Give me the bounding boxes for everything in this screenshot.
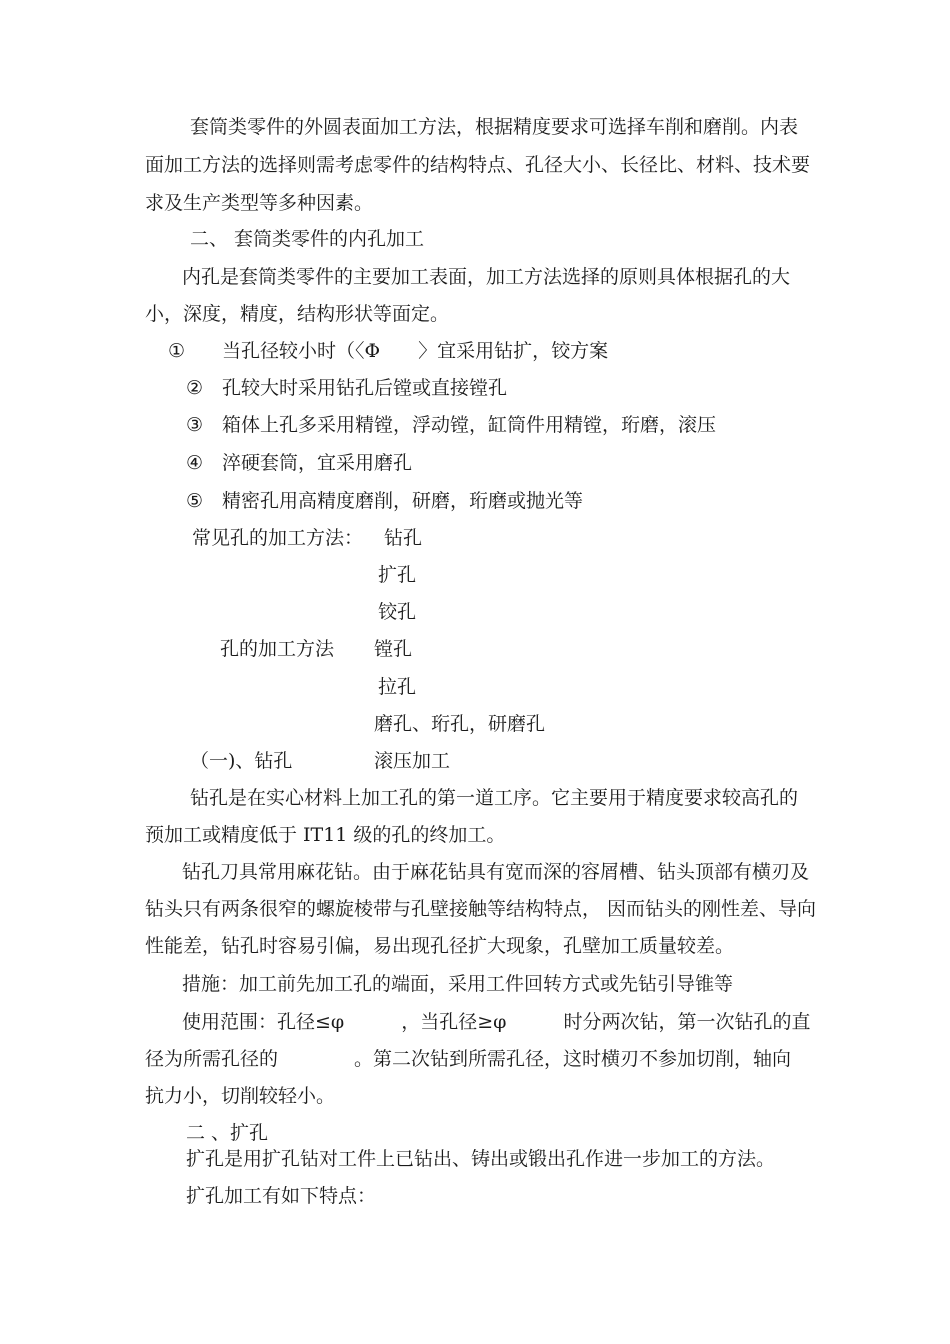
- list-number-2: ②: [186, 377, 204, 399]
- section2-heading: 二、 套筒类零件的内孔加工: [190, 228, 425, 250]
- para2-line2: 小，深度，精度，结构形状等面定。: [145, 303, 450, 325]
- method-item-boring: 镗孔: [374, 638, 413, 660]
- method-item-rolling: 滚压加工: [374, 750, 451, 772]
- list-number-1: ①: [168, 340, 186, 362]
- para1-line1: 套筒类零件的外圆表面加工方法，根据精度要求可选择车削和磨削。内表: [190, 116, 799, 138]
- drilling-p2-line2: 钻头只有两条很窄的螺旋棱带与孔壁接触等结构特点， 因而钻头的刚性差、导向: [145, 898, 817, 920]
- drilling-p1-line2: 预加工或精度低于 IT11 级的孔的终加工。: [145, 824, 506, 846]
- drilling-usage-line3: 抗力小，切削较轻小。: [145, 1085, 336, 1107]
- list-item-1: 当孔径较小时（〈Φ 〉宜采用钻扩，铰方案: [222, 340, 609, 362]
- list-item-4: 淬硬套筒，宜采用磨孔: [222, 452, 413, 474]
- method-item-reaming: 铰孔: [378, 601, 417, 623]
- list-number-4: ④: [186, 452, 204, 474]
- drilling-p1-line1: 钻孔是在实心材料上加工孔的第一道工序。它主要用于精度要求较高孔的: [190, 787, 799, 809]
- list-number-5: ⑤: [186, 490, 204, 512]
- method-item-broaching: 拉孔: [378, 676, 417, 698]
- drilling-measures: 措施：加工前先加工孔的端面，采用工件回转方式或先钻引导锥等: [182, 973, 734, 995]
- para1-line3: 求及生产类型等多种因素。: [145, 192, 374, 214]
- list-number-3: ③: [186, 414, 204, 436]
- list-item-2: 孔较大时采用钻孔后镗或直接镗孔: [222, 377, 508, 399]
- para2-line1: 内孔是套筒类零件的主要加工表面，加工方法选择的原则具体根据孔的大: [182, 266, 791, 288]
- drilling-p2-line1: 钻孔刀具常用麻花钻。由于麻花钻具有宽而深的容屑槽、钻头顶部有横刃及: [182, 861, 810, 883]
- method-item-enlarging: 扩孔: [378, 564, 417, 586]
- reaming-p2: 扩孔加工有如下特点：: [186, 1185, 377, 1207]
- drilling-usage-line2: 径为所需孔径的 。第二次钻到所需孔径，这时横刃不参加切削，轴向: [145, 1048, 792, 1070]
- list-item-3: 箱体上孔多采用精镗，浮动镗，缸筒件用精镗，珩磨，滚压: [222, 414, 717, 436]
- methods-group-label: 孔的加工方法: [220, 638, 335, 660]
- para1-line2: 面加工方法的选择则需考虑零件的结构特点、孔径大小、长径比、材料、技术要: [145, 154, 811, 176]
- method-item-drilling: 钻孔: [384, 527, 423, 549]
- drilling-p2-line3: 性能差，钻孔时容易引偏，易出现孔径扩大现象，孔壁加工质量较差。: [145, 935, 735, 957]
- reaming-heading: 二 、扩孔: [186, 1122, 269, 1144]
- drilling-usage-line1: 使用范围：孔径≤φ ，当孔径≥φ 时分两次钻，第一次钻孔的直: [182, 1011, 811, 1033]
- list-item-5: 精密孔用高精度磨削，研磨，珩磨或抛光等: [222, 490, 584, 512]
- methods-intro: 常见孔的加工方法：: [192, 527, 364, 549]
- method-item-grinding: 磨孔、珩孔，研磨孔: [374, 713, 546, 735]
- reaming-p1: 扩孔是用扩孔钻对工件上已钻出、铸出或锻出孔作进一步加工的方法。: [186, 1148, 776, 1170]
- subsection-drilling-heading: （一)、钻孔: [190, 750, 293, 772]
